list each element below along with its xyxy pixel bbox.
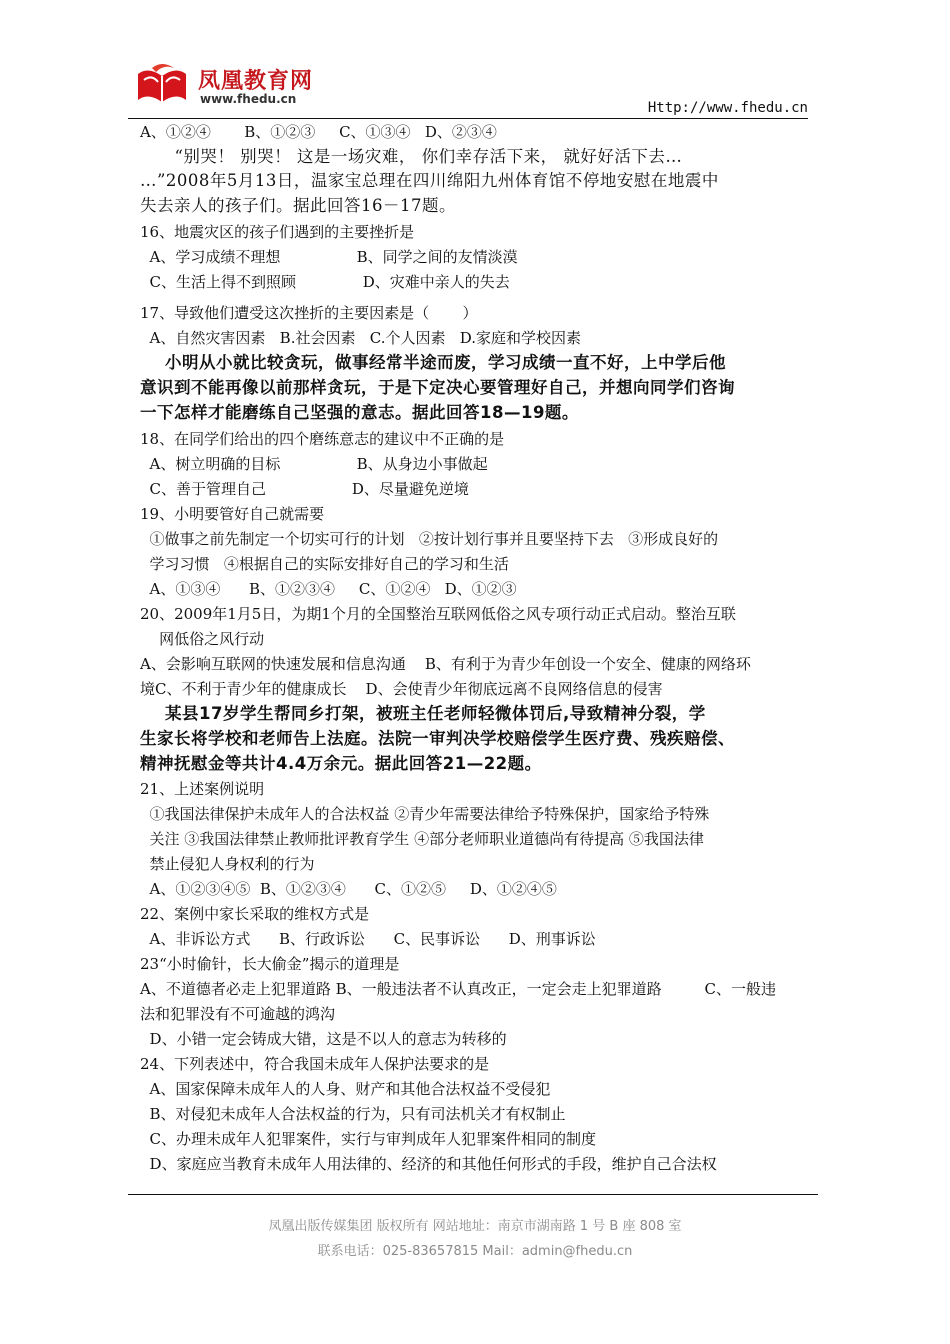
- footer-copyright: 凤凰出版传媒集团 版权所有 网站地址：南京市湖南路 1 号 B 座 808 室: [268, 1219, 682, 1234]
- passage-line: 某县17岁学生帮同乡打架，被班主任老师轻微体罚后,导致精神分裂，学: [140, 704, 706, 723]
- answer-options-line: A、树立明确的目标 B、从身边小事做起: [140, 455, 488, 473]
- question-21: 21、上述案例说明: [140, 780, 265, 798]
- phoenix-book-logo-icon: [134, 62, 190, 110]
- answer-options-line: A、①②④ B、①②③ C、①③④ D、②③④: [140, 123, 497, 141]
- question-20: 网低俗之风行动: [140, 630, 265, 648]
- answer-options-line: C、善于管理自己 D、尽量避免逆境: [140, 480, 469, 498]
- statement-line: 禁止侵犯人身权利的行为: [140, 855, 315, 873]
- footer-contact: 联系电话：025-83657815 Mail：admin@fhedu.cn: [317, 1244, 633, 1259]
- answer-options-line: 法和犯罪没有不可逾越的鸿沟: [140, 1005, 336, 1023]
- answer-options-line: B、对侵犯未成年人合法权益的行为，只有司法机关才有权制止: [140, 1105, 566, 1123]
- answer-options-line: C、办理未成年人犯罪案件，实行与审判成年人犯罪案件相同的制度: [140, 1130, 597, 1148]
- answer-options-line: A、学习成绩不理想 B、同学之间的友情淡漠: [140, 248, 518, 266]
- passage-line: 生家长将学校和老师告上法庭。法院一审判决学校赔偿学生医疗费、残疾赔偿、: [140, 729, 735, 748]
- passage-line: 失去亲人的孩子们。据此回答16－17题。: [140, 196, 456, 215]
- passage-line: 精神抚慰金等共计4.4万余元。据此回答21—22题。: [140, 754, 542, 773]
- question-18: 18、在同学们给出的四个磨练意志的建议中不正确的是: [140, 430, 505, 448]
- header-divider: [128, 118, 808, 119]
- statement-line: 学习习惯 ④根据自己的实际安排好自己的学习和生活: [140, 555, 509, 573]
- statement-line: ①做事之前先制定一个切实可行的计划 ②按计划行事并且要坚持下去 ③形成良好的: [140, 530, 719, 548]
- answer-options-line: A、会影响互联网的快速发展和信息沟通 B、有利于为青少年创设一个安全、健康的网络环: [140, 655, 751, 673]
- logo-title: 凤凰教育网: [198, 68, 314, 94]
- site-url-link[interactable]: Http://www.fhedu.cn: [647, 100, 808, 116]
- question-20: 20、2009年1月5日，为期1个月的全国整治互联网低俗之风专项行动正式启动。整治互联: [140, 605, 736, 623]
- answer-options-line: A、不道德者必走上犯罪道路 B、一般违法者不认真改正，一定会走上犯罪道路 C、一般违: [140, 980, 777, 998]
- statement-line: ①我国法律保护未成年人的合法权益 ②青少年需要法律给予特殊保护，国家给予特殊: [140, 805, 710, 823]
- passage-line: 一下怎样才能磨练自己坚强的意志。据此回答18—19题。: [140, 403, 579, 422]
- page-header: [120, 56, 810, 118]
- statement-line: 关注 ③我国法律禁止教师批评教育学生 ④部分老师职业道德尚有待提高 ⑤我国法律: [140, 830, 704, 848]
- answer-options-line: D、家庭应当教育未成年人用法律的、经济的和其他任何形式的手段，维护自己合法权: [140, 1155, 717, 1173]
- passage-line: …”2008年5月13日，温家宝总理在四川绵阳九州体育馆不停地安慰在地震中: [140, 171, 719, 190]
- passage-line: 小明从小就比较贪玩，做事经常半途而废，学习成绩一直不好，上中学后他: [140, 353, 726, 372]
- answer-options-line: D、小错一定会铸成大错，这是不以人的意志为转移的: [140, 1030, 507, 1048]
- answer-options-line: 境C、不利于青少年的健康成长 D、会使青少年彻底远离不良网络信息的侵害: [140, 680, 663, 698]
- question-22: 22、案例中家长采取的维权方式是: [140, 905, 370, 923]
- question-16: 16、地震灾区的孩子们遇到的主要挫折是: [140, 223, 415, 241]
- question-17: 17、导致他们遭受这次挫折的主要因素是（ ）: [140, 304, 478, 322]
- answer-options-line: A、国家保障未成年人的人身、财产和其他合法权益不受侵犯: [140, 1080, 551, 1098]
- question-24: 24、下列表述中，符合我国未成年人保护法要求的是: [140, 1055, 490, 1073]
- passage-line: “别哭！ 别哭！ 这是一场灾难， 你们幸存活下来， 就好好活下去…: [140, 147, 683, 166]
- answer-options-line: A、①②③④⑤ B、①②③④ C、①②⑤ D、①②④⑤: [140, 880, 557, 898]
- question-23: 23“小时偷针，长大偷金”揭示的道理是: [140, 955, 400, 973]
- passage-line: 意识到不能再像以前那样贪玩，于是下定决心要管理好自己，并想向同学们咨询: [140, 378, 735, 397]
- answer-options-line: A、①③④ B、①②③④ C、①②④ D、①②③: [140, 580, 517, 598]
- question-19: 19、小明要管好自己就需要: [140, 505, 325, 523]
- answer-options-line: A、自然灾害因素 B.社会因素 C.个人因素 D.家庭和学校因素: [140, 329, 582, 347]
- logo-url: www.fhedu.cn: [200, 92, 297, 106]
- answer-options-line: A、非诉讼方式 B、行政诉讼 C、民事诉讼 D、刑事诉讼: [140, 930, 596, 948]
- footer-divider: [128, 1194, 818, 1195]
- answer-options-line: C、生活上得不到照顾 D、灾难中亲人的失去: [140, 273, 510, 291]
